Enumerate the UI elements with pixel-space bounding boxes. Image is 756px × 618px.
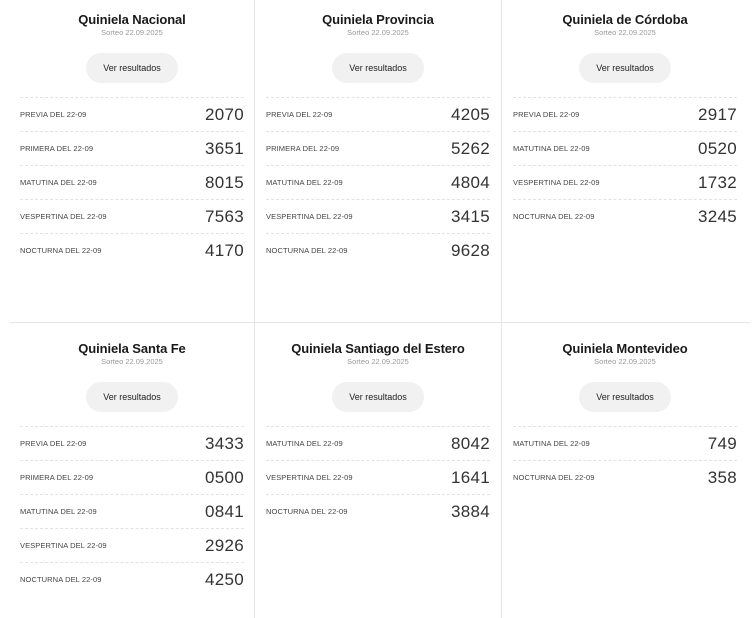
draw-number: 358 [707,467,737,487]
result-row [513,131,737,165]
draw-label: PREVIA DEL 22-09 [20,110,87,119]
draw-label: NOCTURNA DEL 22-09 [266,246,348,255]
draw-label: MATUTINA DEL 22-09 [20,507,97,516]
row-divider [10,322,750,323]
draw-number: 3884 [450,501,490,521]
card-title: Quiniela Nacional [78,12,186,27]
result-row [266,165,490,199]
result-row [513,199,737,233]
view-results-button[interactable]: Ver resultados [86,382,178,412]
draw-number: 8015 [204,172,244,192]
draw-number: 1641 [450,467,490,487]
card-quiniela-santa-fe [20,341,244,596]
draw-number: 3433 [204,433,244,453]
card-title: Quiniela de Córdoba [562,12,688,27]
draw-number: 0841 [204,501,244,521]
result-row [266,460,490,494]
draw-label: PRIMERA DEL 22-09 [20,473,94,482]
draw-number: 9628 [450,240,490,260]
card-quiniela-nacional [20,12,244,267]
draw-number: 2917 [697,104,737,124]
result-row [266,494,490,528]
results-list [266,97,490,267]
draw-number: 3245 [697,206,737,226]
card-quiniela-cordoba [513,12,737,233]
result-row [20,562,244,596]
result-row [266,131,490,165]
draw-label: PRIMERA DEL 22-09 [20,144,94,153]
draw-number: 749 [707,433,737,453]
draw-date: Sorteo 22.09.2025 [101,357,163,366]
draw-label: VESPERTINA DEL 22-09 [266,473,353,482]
view-results-button[interactable]: Ver resultados [579,382,671,412]
draw-label: NOCTURNA DEL 22-09 [266,507,348,516]
result-row [20,460,244,494]
results-list [266,426,490,528]
result-row [513,165,737,199]
draw-label: VESPERTINA DEL 22-09 [20,541,107,550]
result-row [266,426,490,460]
column-divider [254,0,255,618]
draw-date: Sorteo 22.09.2025 [347,28,409,37]
draw-number: 2926 [204,535,244,555]
draw-label: PREVIA DEL 22-09 [513,110,580,119]
draw-label: VESPERTINA DEL 22-09 [266,212,353,221]
draw-label: VESPERTINA DEL 22-09 [20,212,107,221]
draw-label: MATUTINA DEL 22-09 [513,144,590,153]
card-quiniela-santiago-del-estero [266,341,490,528]
card-quiniela-montevideo [513,341,737,494]
result-row [513,97,737,131]
draw-date: Sorteo 22.09.2025 [347,357,409,366]
draw-number: 5262 [450,138,490,158]
draw-number: 7563 [204,206,244,226]
result-row [513,460,737,494]
draw-number: 3651 [204,138,244,158]
draw-date: Sorteo 22.09.2025 [594,357,656,366]
result-row [266,233,490,267]
draw-label: MATUTINA DEL 22-09 [20,178,97,187]
draw-label: NOCTURNA DEL 22-09 [513,212,595,221]
view-results-button[interactable]: Ver resultados [579,53,671,83]
result-row [266,97,490,131]
draw-number: 4250 [204,569,244,589]
results-list [513,426,737,494]
card-title: Quiniela Santa Fe [78,341,186,356]
view-results-button[interactable]: Ver resultados [332,382,424,412]
draw-label: NOCTURNA DEL 22-09 [513,473,595,482]
draw-number: 4205 [450,104,490,124]
draw-number: 0520 [697,138,737,158]
draw-label: MATUTINA DEL 22-09 [266,439,343,448]
result-row [20,494,244,528]
draw-date: Sorteo 22.09.2025 [594,28,656,37]
draw-number: 1732 [697,172,737,192]
card-title: Quiniela Santiago del Estero [291,341,465,356]
card-quiniela-provincia [266,12,490,267]
draw-number: 3415 [450,206,490,226]
result-row [20,131,244,165]
result-row [20,199,244,233]
result-row [20,97,244,131]
results-list [513,97,737,233]
view-results-button[interactable]: Ver resultados [332,53,424,83]
result-row [20,233,244,267]
result-row [20,426,244,460]
draw-number: 2070 [204,104,244,124]
results-list [20,97,244,267]
result-row [20,528,244,562]
draw-number: 0500 [204,467,244,487]
result-row [513,426,737,460]
column-divider [501,0,502,618]
draw-number: 4804 [450,172,490,192]
result-row [266,199,490,233]
result-row [20,165,244,199]
draw-label: PREVIA DEL 22-09 [266,110,333,119]
view-results-button[interactable]: Ver resultados [86,53,178,83]
draw-label: PRIMERA DEL 22-09 [266,144,340,153]
draw-label: NOCTURNA DEL 22-09 [20,246,102,255]
draw-number: 8042 [450,433,490,453]
draw-label: NOCTURNA DEL 22-09 [20,575,102,584]
draw-label: MATUTINA DEL 22-09 [266,178,343,187]
draw-number: 4170 [204,240,244,260]
card-title: Quiniela Provincia [322,12,434,27]
draw-date: Sorteo 22.09.2025 [101,28,163,37]
card-title: Quiniela Montevideo [562,341,688,356]
draw-label: VESPERTINA DEL 22-09 [513,178,600,187]
draw-label: MATUTINA DEL 22-09 [513,439,590,448]
results-list [20,426,244,596]
draw-label: PREVIA DEL 22-09 [20,439,87,448]
